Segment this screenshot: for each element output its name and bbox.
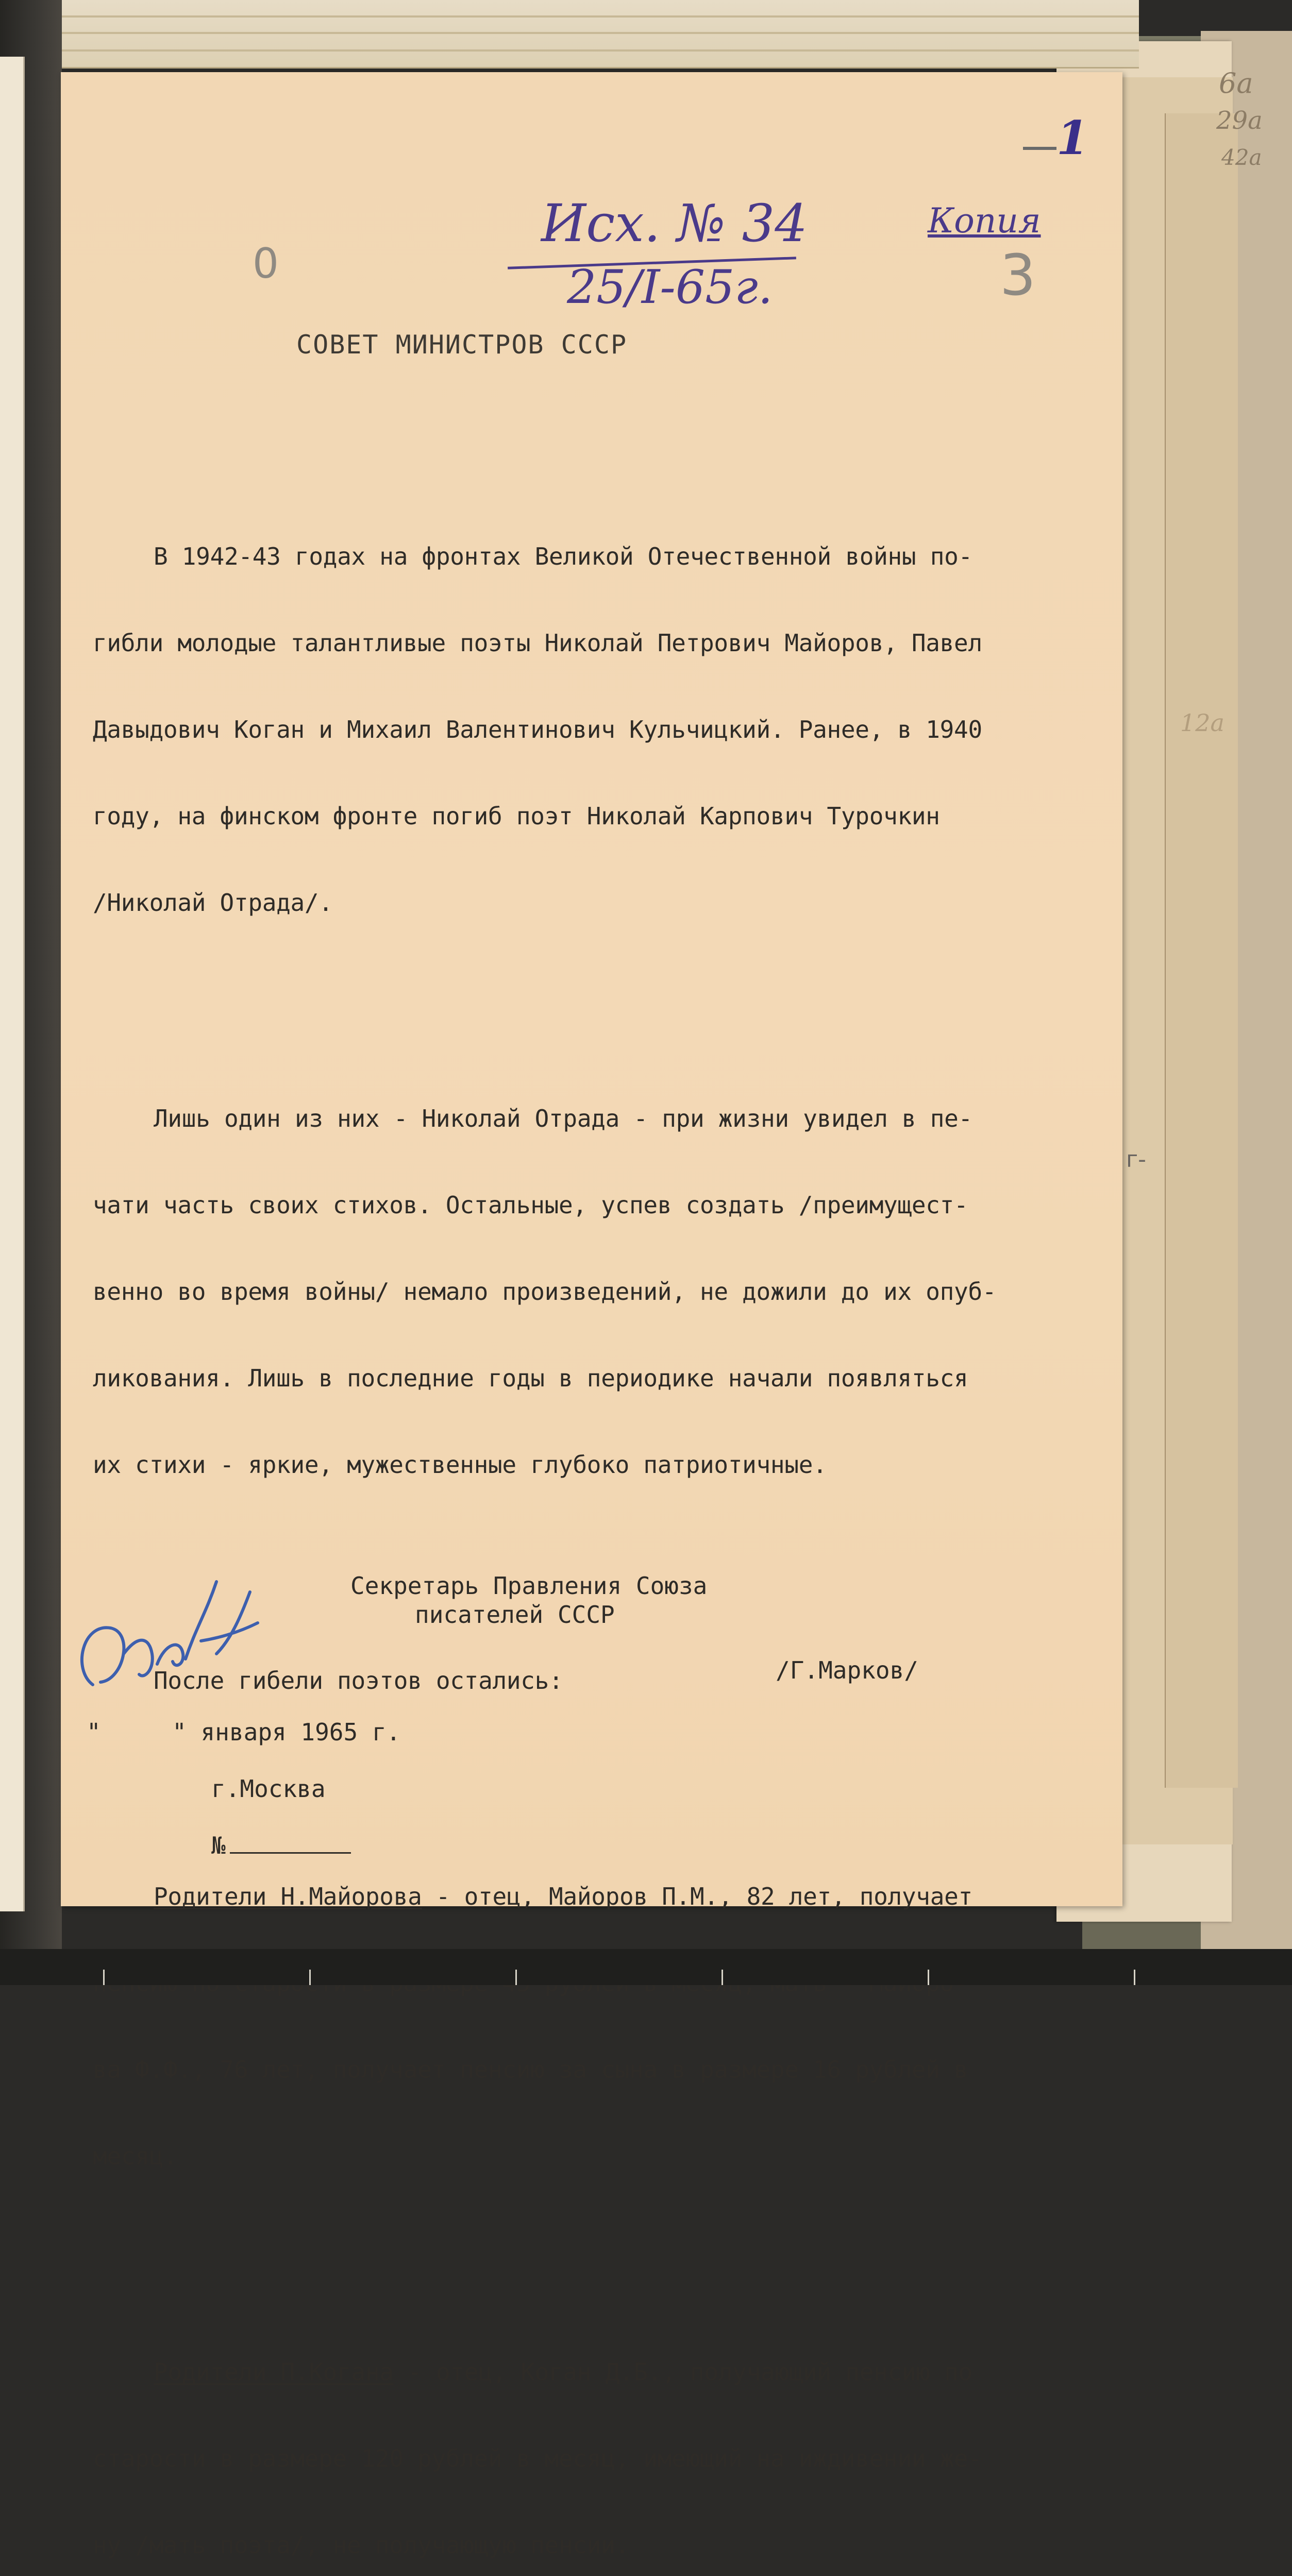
text-line: ликования. Лишь в последние годы в периодике начали появляться — [93, 1364, 968, 1392]
text-line: /Николай Отрада/. — [93, 889, 333, 917]
reference-date: 25/I-65г. — [567, 260, 773, 314]
text-line: году, на финском фронте погиб поэт Николай Карпович Турочкин — [93, 802, 940, 830]
page-number-dash — [1023, 147, 1056, 150]
underlined-heading: Родители П.Когана — [154, 2358, 394, 2386]
text-line — [93, 1882, 1103, 1911]
text-line: Давыдович Коган и Михаил Валентинович Кульчицкий. Ранее, в 1940 — [93, 716, 982, 743]
number-label: № — [211, 1832, 226, 1859]
paragraph — [93, 2300, 1103, 2576]
text-line: В 1942-43 годах на фронтах Великой Отечественной войны по- — [154, 543, 972, 570]
document-heading: СОВЕТ МИНИСТРОВ СССР — [296, 330, 628, 360]
text-line: ну /мать поэта/, не получающую пенсии. — [93, 2531, 629, 2559]
archive-mark: 42а — [1221, 145, 1262, 170]
margin-note: г- — [1126, 1146, 1146, 1173]
text-line: месяц. — [93, 2142, 178, 2170]
signature-title — [350, 1571, 707, 1629]
stacked-sheets-top — [62, 0, 1139, 69]
number-blank — [230, 1832, 351, 1854]
text-line: Лишь один из них - Николай Отрада - при жизни увидел в пе- — [154, 1105, 972, 1132]
paragraph — [93, 1824, 1103, 2228]
text-line: венно во время войны/ немало произведений, не дожили до их опуб- — [93, 1278, 997, 1306]
signature-title-line: писателей СССР — [415, 1601, 615, 1629]
document-number — [211, 1832, 351, 1859]
paragraph — [93, 1046, 1103, 1537]
archive-mark: 12а — [1180, 709, 1224, 737]
text-line-rest: - отец, Майоров П.М., 82 лет, получает — [422, 1883, 972, 1910]
page-number-mark: 1 — [1056, 111, 1089, 165]
signature-title-line: Секретарь Правления Союза — [350, 1572, 708, 1600]
document-city: г.Москва — [211, 1775, 326, 1803]
archive-mark: 29а — [1216, 106, 1263, 135]
underlined-heading: Родители Н.Майорова — [154, 1883, 422, 1910]
document-date: " " января 1965 г. — [87, 1718, 401, 1746]
scale-ruler — [0, 1949, 1292, 1985]
signer-name: /Г.Марков/ — [776, 1656, 918, 1684]
archive-mark: 6а — [1219, 67, 1253, 99]
pencil-number: 3 — [1000, 242, 1036, 308]
text-line: их стихи - яркие, мужественные глубоко патриотичные. — [93, 1451, 827, 1479]
underlying-sheet — [1165, 113, 1238, 1788]
copy-label: Копия — [928, 201, 1041, 241]
reference-number: Исх. № 34 — [541, 193, 808, 253]
binder-inner-page — [0, 57, 25, 1911]
paragraph — [93, 484, 1103, 975]
text-line: чати часть своих стихов. Остальные, успев создать /преимущест- — [93, 1191, 968, 1219]
handwritten-signature — [62, 1551, 299, 1721]
document-body — [93, 427, 1103, 2576]
text-line: старости в размере 120 рублей в месяц, имеющий на иждивении же- — [93, 2445, 982, 2472]
text-line-rest: - отец, Коган Д.Б., получающий пенсию по — [393, 2358, 972, 2386]
text-line: гибли молодые талантливые поэты Николай Петрович Майоров, Павел — [93, 629, 982, 657]
pencil-circle-mark: 0 — [253, 240, 279, 287]
text-line — [93, 2358, 1103, 2386]
text-line: ва Ф.Ф., 76 лет, получает пенсию за сына в размере 16 рублей в — [93, 2056, 968, 2083]
text-line: После гибели поэтов остались: — [154, 1667, 563, 1694]
